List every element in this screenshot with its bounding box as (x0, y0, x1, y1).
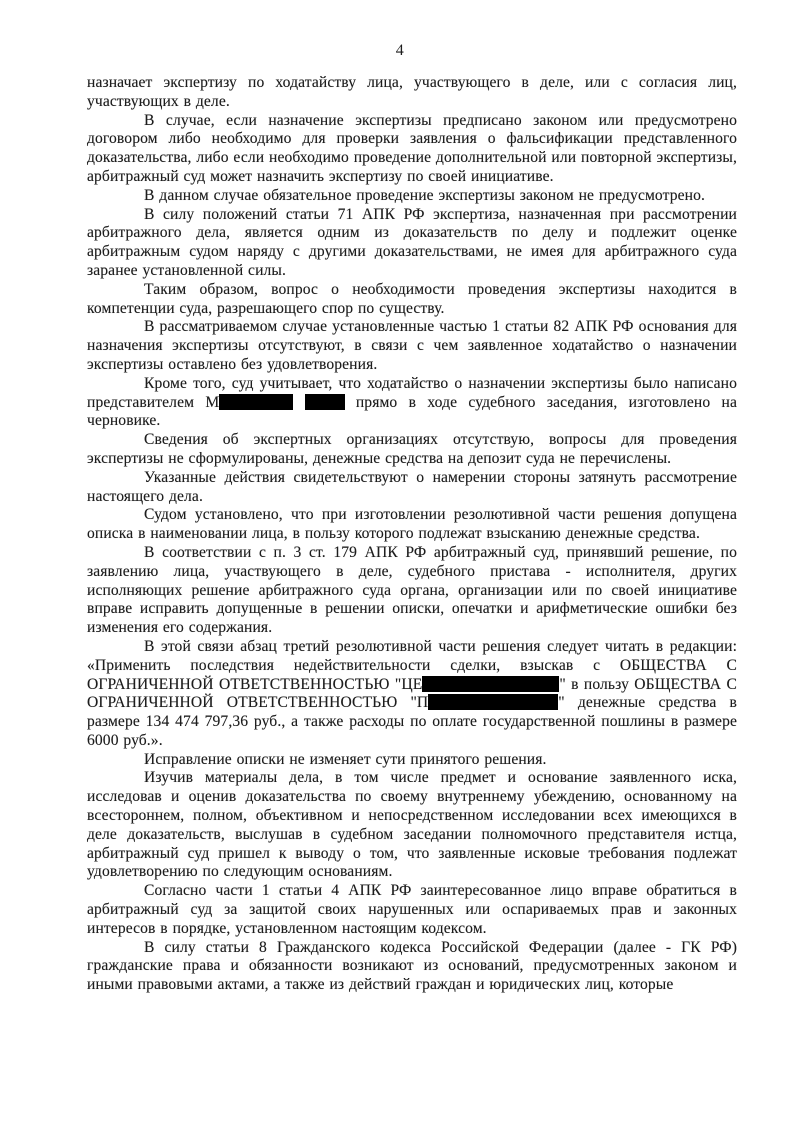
text-run: В этой связи абзац третий резолютивной части решения следует читать в редакции: «Применить последствия недействительности сделки, взыскав с ОБЩЕСТВА С ОГРАНИЧЕННОЙ ОТВЕТСТВЕННОСТЬЮ "ЦЕ (87, 637, 737, 693)
text-run: Судом установлено, что при изготовлении резолютивной части решения допущена описка в наименовании лица, в пользу которого подлежат взысканию денежные средства. (87, 506, 737, 543)
text-run: назначает экспертизу по ходатайству лица, участвующего в деле, или с согласия лиц, участвующих в деле. (87, 74, 737, 110)
text-run: Изучив материалы дела, в том числе предмет и основание заявленного иска, исследовав и оценив доказательства по своему внутреннему убеждению, основанному на всестороннем, полном, объективном и непосредственном исследовании всех имеющихся в деле доказательств, выслушав в судебном заседании полномочного представителя истца, арбитражный суд пришел к выводу о том, что заявленные исковые требования подлежат удовлетворению по следующим основаниям. (87, 769, 737, 881)
paragraph (87, 431, 737, 469)
text-run: Кроме того, суд учитывает, что ходатайство о назначении экспертизы было написано представителем М (87, 374, 737, 411)
page-number: 4 (395, 42, 405, 59)
paragraph (87, 318, 737, 374)
text-run: прямо в ходе судебного заседания, изготовлено на черновике. (87, 393, 737, 430)
paragraph (87, 74, 737, 112)
text-run: В соответствии с п. 3 ст. 179 АПК РФ арбитражный суд, принявший решение, по заявлению лица, участвующего в деле, судебного пристава - исполнителя, других исполняющих решение арбитражного суда органа, организации или по своей инициативе вправе исправить допущенные в решении описки, опечатки и арифметические ошибки без изменения его содержания. (87, 543, 737, 637)
text-run: Таким образом, вопрос о необходимости проведения экспертизы находится в компетенции суда, разрешающего спор по существу. (87, 280, 737, 317)
paragraph (87, 281, 737, 319)
text-run: Исправление описки не изменяет сути принятого решения. (144, 750, 547, 768)
text-run: В рассматриваемом случае установленные частью 1 статьи 82 АПК РФ основания для назначения экспертизы отсутствуют, в связи с чем заявленное ходатайство о назначении экспертизы оставлено без удовлетворения. (87, 318, 737, 373)
text-run: В силу статьи 8 Гражданского кодекса Российской Федерации (далее - ГК РФ) гражданские права и обязанности возникают из оснований, предусмотренных законом и иными правовыми актами, а также из действий граждан и юридических лиц, которые (87, 938, 737, 994)
paragraph (87, 939, 737, 995)
text-run: В данном случае обязательное проведение экспертизы законом не предусмотрено. (144, 186, 705, 204)
redaction-bar (219, 394, 293, 410)
paragraph (87, 112, 737, 187)
text-run: В случае, если назначение экспертизы предписано законом или предусмотрено договором либо необходимо для проверки заявления о фальсификации представленного доказательства, либо если необходимо проведение дополнительной или повторной экспертизы, арбитражный суд может назначить экспертизу по своей инициативе. (87, 111, 737, 185)
text-block (87, 74, 737, 995)
paragraph (87, 638, 737, 751)
paragraph (87, 206, 737, 281)
redaction-bar (422, 676, 559, 692)
text-run: Согласно части 1 статьи 4 АПК РФ заинтересованное лицо вправе обратиться в арбитражный суд за защитой своих нарушенных или оспариваемых прав и законных интересов в порядке, установленном настоящим кодексом. (87, 882, 737, 937)
text-run: " денежные средства в размере 134 474 797,36 руб., а также расходы по оплате государственной пошлины в размере 6000 руб.». (87, 694, 738, 749)
paragraph (87, 544, 737, 638)
paragraph (87, 751, 737, 770)
paragraph (87, 187, 737, 206)
paragraph (87, 375, 737, 431)
text-run: В силу положений статьи 71 АПК РФ экспертиза, назначенная при рассмотрении арбитражного дела, является одним из доказательств по делу и подлежит оценке арбитражным судом наряду с другими доказательствами, не имея для арбитражного суда заранее установленной силы. (87, 205, 737, 279)
redaction-bar (305, 394, 345, 410)
redaction-bar (428, 694, 558, 710)
paragraph (87, 469, 737, 507)
text-run: Указанные действия свидетельствуют о намерении стороны затянуть рассмотрение настоящего дела. (87, 468, 737, 505)
text-run: Сведения об экспертных организациях отсутствую, вопросы для проведения экспертизы не сформулированы, денежные средства на депозит суда не перечислены. (87, 431, 737, 467)
text-run (293, 394, 304, 411)
paragraph (87, 506, 737, 544)
text-run: " в пользу ОБЩЕСТВА С ОГРАНИЧЕННОЙ ОТВЕТСТВЕННОСТЬЮ "П (87, 675, 738, 712)
paragraph (87, 769, 737, 882)
paragraph (87, 882, 737, 938)
